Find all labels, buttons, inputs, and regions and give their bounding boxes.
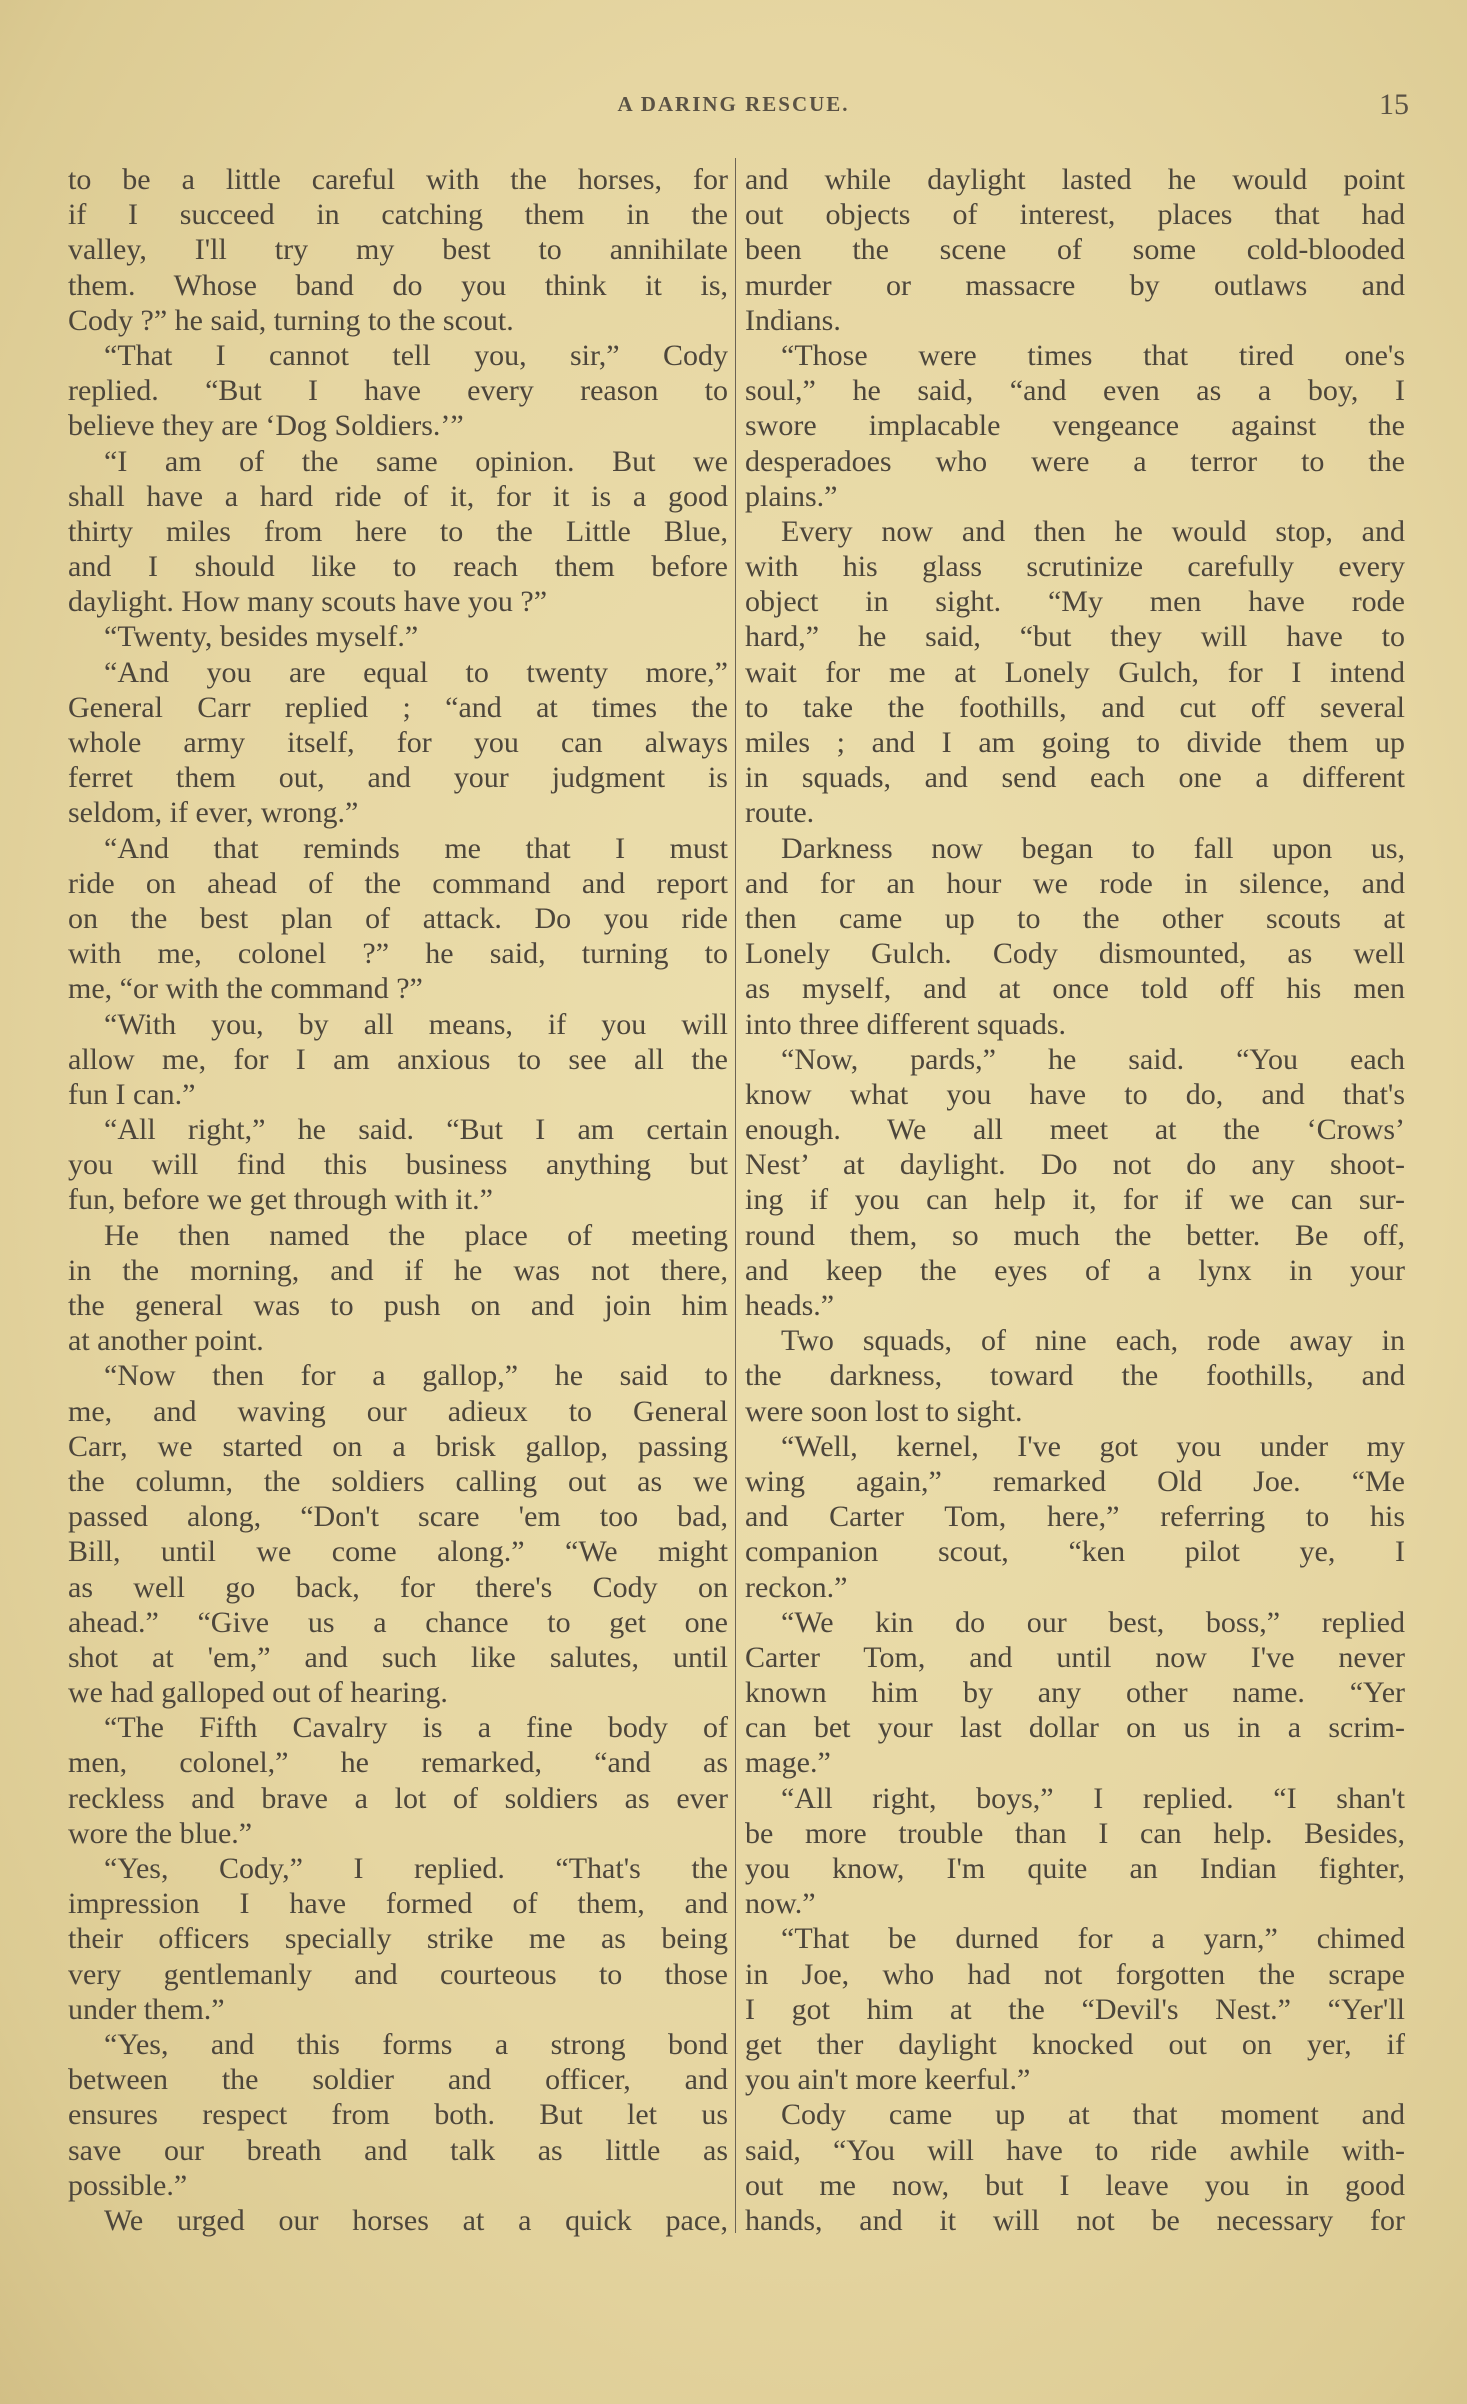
text-line: “We kin do our best, boss,” replied: [781, 1605, 1405, 1639]
text-line: with his glass scrutinize carefully every: [745, 550, 1405, 584]
text-line: hard,” he said, “but they will have to: [745, 620, 1405, 654]
text-line: thirty miles from here to the Little Blue,: [68, 514, 728, 548]
text-line: ahead.” “Give us a chance to get one: [68, 1605, 728, 1639]
text-line: you know, I'm quite an Indian fighter,: [745, 1852, 1405, 1885]
paragraph: [68, 338, 728, 444]
text-line: Every now and then he would stop, and: [781, 514, 1405, 548]
text-line: as well go back, for there's Cody on: [68, 1570, 728, 1604]
text-line: ride on ahead of the command and report: [68, 866, 728, 900]
text-line: “Well, kernel, I've got you under my: [781, 1429, 1405, 1463]
text-line: “That I cannot tell you, sir,” Cody: [104, 338, 728, 372]
text-line: We urged our horses at a quick pace,: [104, 2203, 728, 2237]
text-line: in squads, and send each one a different: [745, 761, 1405, 795]
text-line: to be a little careful with the horses, for: [68, 163, 728, 196]
paragraph: [745, 1921, 1405, 2097]
paragraph: [68, 162, 728, 338]
text-line: He then named the place of meeting: [104, 1218, 728, 1252]
text-line: and I should like to reach them before: [68, 550, 728, 584]
text-line: Nest’ at daylight. Do not do any shoot-: [745, 1148, 1405, 1182]
text-line: Bill, until we come along.” “We might: [68, 1535, 728, 1569]
text-line: and for an hour we rode in silence, and: [745, 866, 1405, 900]
text-line: the darkness, toward the foothills, and: [745, 1359, 1405, 1393]
text-line: wing again,” remarked Old Joe. “Me: [745, 1464, 1405, 1498]
text-line: ing if you can help it, for if we can sur-: [745, 1183, 1405, 1217]
text-line: believe they are ‘Dog Soldiers.’”: [68, 409, 464, 443]
text-line: “Yes, and this forms a strong bond: [104, 2027, 728, 2061]
text-line: General Carr replied ; “and at times the: [68, 690, 728, 724]
running-title: A DARING RESCUE.: [617, 92, 850, 116]
text-line: been the scene of some cold-blooded: [745, 233, 1405, 267]
text-line: object in sight. “My men have rode: [745, 585, 1405, 619]
paragraph: [745, 1781, 1405, 1922]
text-line: fun, before we get through with it.”: [68, 1183, 493, 1217]
text-line: allow me, for I am anxious to see all the: [68, 1042, 728, 1076]
text-line: murder or massacre by outlaws and: [745, 268, 1405, 302]
page-number: 15: [1379, 88, 1409, 121]
text-line: valley, I'll try my best to annihilate: [68, 233, 728, 267]
text-line: in Joe, who had not forgotten the scrape: [745, 1957, 1405, 1991]
text-line: as myself, and at once told off his men: [745, 972, 1405, 1006]
text-line: can bet your last dollar on us in a scrim-: [745, 1711, 1405, 1745]
text-column-left: [68, 162, 728, 2238]
text-line: seldom, if ever, wrong.”: [68, 796, 359, 830]
column-divider: [735, 158, 736, 2233]
paragraph: [68, 1007, 728, 1113]
paragraph: [68, 1112, 728, 1218]
text-line: round them, so much the better. Be off,: [745, 1218, 1405, 1252]
text-line: said, “You will have to ride awhile with-: [745, 2133, 1405, 2167]
text-line: and keep the eyes of a lynx in your: [745, 1253, 1405, 1287]
paragraph: [745, 1429, 1405, 1605]
paragraph: [68, 1358, 728, 1710]
paragraph: [68, 619, 728, 654]
text-line: I got him at the “Devil's Nest.” “Yer'll: [745, 1992, 1405, 2026]
text-line: “All right, boys,” I replied. “I shan't: [781, 1781, 1405, 1815]
text-line: we had galloped out of hearing.: [68, 1676, 448, 1710]
text-line: “That be durned for a yarn,” chimed: [781, 1922, 1405, 1956]
text-line: at another point.: [68, 1324, 264, 1358]
paragraph: [745, 831, 1405, 1042]
text-line: swore implacable vengeance against the: [745, 409, 1405, 443]
text-line: the general was to push on and join him: [68, 1289, 728, 1322]
text-line: “I am of the same opinion. But we: [104, 444, 728, 478]
text-line: under them.”: [68, 1992, 225, 2026]
text-line: heads.”: [745, 1289, 835, 1322]
text-line: “Now then for a gallop,” he said to: [104, 1359, 728, 1393]
paragraph: [745, 1605, 1405, 1781]
text-line: reckless and brave a lot of soldiers as ever: [68, 1781, 728, 1815]
text-line: on the best plan of attack. Do you ride: [68, 901, 728, 935]
paragraph: [68, 444, 728, 620]
paragraph: [745, 1323, 1405, 1429]
text-line: enough. We all meet at the ‘Crows’: [745, 1113, 1405, 1147]
paragraph: [68, 655, 728, 831]
paragraph: [745, 2097, 1405, 2238]
text-line: “All right,” he said. “But I am certain: [104, 1113, 728, 1147]
paragraph: [68, 2203, 728, 2238]
text-line: their officers specially strike me as being: [68, 1922, 728, 1956]
text-line: between the soldier and officer, and: [68, 2063, 728, 2097]
text-line: Cody ?” he said, turning to the scout.: [68, 303, 514, 337]
text-line: “With you, by all means, if you will: [104, 1007, 728, 1041]
text-line: into three different squads.: [745, 1007, 1067, 1041]
text-line: Darkness now began to fall upon us,: [781, 831, 1405, 865]
text-line: out objects of interest, places that had: [745, 198, 1405, 232]
text-line: “Now, pards,” he said. “You each: [781, 1042, 1405, 1076]
paragraph: [68, 1218, 728, 1359]
text-line: save our breath and talk as little as: [68, 2133, 728, 2167]
page-header: [0, 88, 1467, 128]
paragraph: [68, 1710, 728, 1851]
text-line: men, colonel,” he remarked, “and as: [68, 1746, 728, 1780]
text-line: hands, and it will not be necessary for: [745, 2203, 1405, 2237]
text-line: shall have a hard ride of it, for it is a good: [68, 479, 728, 513]
text-line: passed along, “Don't scare 'em too bad,: [68, 1500, 728, 1534]
text-line: desperadoes who were a terror to the: [745, 444, 1405, 478]
paragraph: [68, 1851, 728, 2027]
text-line: Indians.: [745, 303, 841, 337]
text-line: whole army itself, for you can always: [68, 726, 728, 759]
text-line: very gentlemanly and courteous to those: [68, 1957, 728, 1991]
text-line: daylight. How many scouts have you ?”: [68, 585, 548, 619]
text-line: soul,” he said, “and even as a boy, I: [745, 374, 1405, 408]
text-line: replied. “But I have every reason to: [68, 374, 728, 408]
text-line: mage.”: [745, 1746, 831, 1780]
text-line: known him by any other name. “Yer: [745, 1676, 1405, 1710]
text-line: ferret them out, and your judgment is: [68, 761, 728, 795]
text-line: possible.”: [68, 2168, 188, 2202]
text-line: the column, the soldiers calling out as we: [68, 1464, 728, 1498]
paragraph: [745, 338, 1405, 514]
text-line: you ain't more keerful.”: [745, 2063, 1031, 2097]
paragraph: [745, 514, 1405, 831]
text-line: now.”: [745, 1887, 816, 1921]
text-line: if I succeed in catching them in the: [68, 198, 728, 232]
text-line: shot at 'em,” and such like salutes, until: [68, 1640, 728, 1674]
text-line: out me now, but I leave you in good: [745, 2168, 1405, 2202]
text-column-right: [745, 162, 1405, 2238]
text-line: you will find this business anything but: [68, 1148, 728, 1182]
text-line: me, and waving our adieux to General: [68, 1394, 728, 1428]
text-line: “Those were times that tired one's: [781, 338, 1405, 372]
text-line: impression I have formed of them, and: [68, 1887, 728, 1921]
paragraph: [745, 1042, 1405, 1324]
text-line: me, “or with the command ?”: [68, 972, 423, 1006]
text-line: were soon lost to sight.: [745, 1394, 1023, 1428]
text-line: and Carter Tom, here,” referring to his: [745, 1500, 1405, 1534]
text-line: fun I can.”: [68, 1077, 196, 1111]
text-line: with me, colonel ?” he said, turning to: [68, 937, 728, 971]
text-line: “The Fifth Cavalry is a fine body of: [104, 1711, 728, 1745]
text-line: wore the blue.”: [68, 1816, 253, 1850]
text-line: wait for me at Lonely Gulch, for I intend: [745, 655, 1405, 689]
text-line: get ther daylight knocked out on yer, if: [745, 2027, 1405, 2061]
text-line: reckon.”: [745, 1570, 848, 1604]
text-line: ensures respect from both. But let us: [68, 2098, 728, 2132]
text-line: companion scout, “ken pilot ye, I: [745, 1535, 1405, 1569]
text-line: Carr, we started on a brisk gallop, passing: [68, 1429, 728, 1463]
text-line: “Yes, Cody,” I replied. “That's the: [104, 1852, 728, 1885]
text-line: and while daylight lasted he would point: [745, 163, 1405, 196]
text-line: Two squads, of nine each, rode away in: [781, 1324, 1405, 1358]
text-line: in the morning, and if he was not there,: [68, 1253, 728, 1287]
text-line: to take the foothills, and cut off several: [745, 690, 1405, 724]
text-line: “And that reminds me that I must: [104, 831, 728, 865]
text-line: miles ; and I am going to divide them up: [745, 726, 1405, 759]
text-line: know what you have to do, and that's: [745, 1077, 1405, 1111]
text-line: Cody came up at that moment and: [781, 2098, 1405, 2132]
paragraph: [68, 831, 728, 1007]
paragraph: [745, 162, 1405, 338]
text-line: Lonely Gulch. Cody dismounted, as well: [745, 937, 1405, 971]
paragraph: [68, 2027, 728, 2203]
text-line: plains.”: [745, 479, 838, 513]
text-line: Carter Tom, and until now I've never: [745, 1640, 1405, 1674]
text-line: route.: [745, 796, 815, 830]
text-line: “And you are equal to twenty more,”: [104, 655, 728, 689]
text-line: them. Whose band do you think it is,: [68, 268, 728, 302]
text-line: “Twenty, besides myself.”: [104, 620, 419, 654]
text-line: be more trouble than I can help. Besides,: [745, 1816, 1405, 1850]
text-line: then came up to the other scouts at: [745, 901, 1405, 935]
